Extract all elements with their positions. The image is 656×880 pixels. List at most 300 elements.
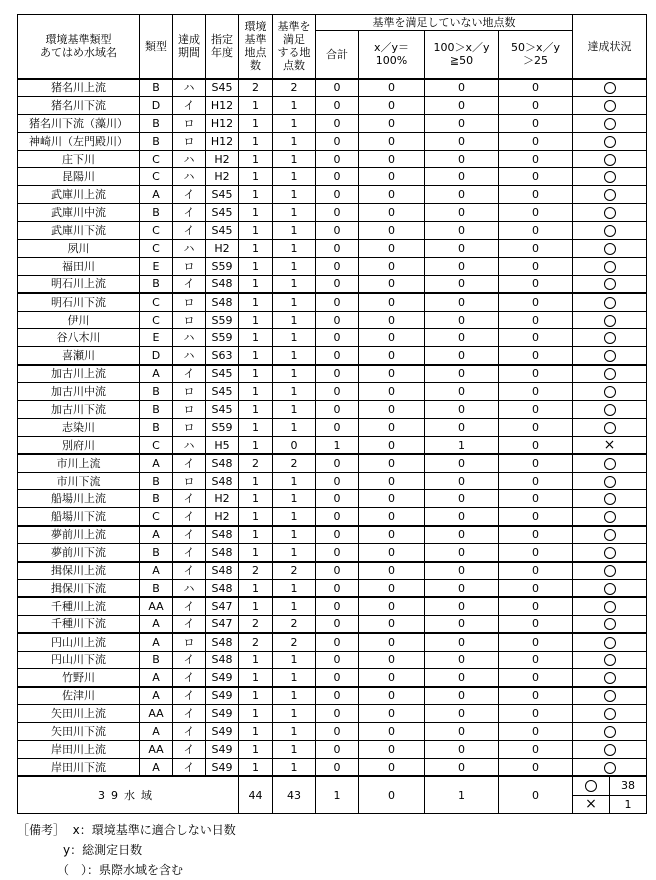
cell-ratio-100: 0	[359, 365, 425, 383]
cell-ratio-50: 0	[425, 544, 499, 562]
cell-period: ロ	[173, 114, 206, 132]
cell-type: C	[140, 168, 173, 186]
cell-type: E	[140, 257, 173, 275]
cell-status	[573, 168, 647, 186]
cell-ratio-50: 0	[425, 275, 499, 293]
cell-points: 1	[239, 257, 273, 275]
cell-status	[573, 436, 647, 454]
cell-type: A	[140, 758, 173, 776]
cell-ratio-100: 0	[359, 79, 425, 97]
cell-unmet-total: 0	[316, 240, 359, 258]
cell-met-points: 1	[273, 740, 316, 758]
cell-ratio-100: 0	[359, 293, 425, 311]
waterbody-name: 武庫川中流	[18, 204, 140, 222]
cell-period: イ	[173, 723, 206, 741]
circle-icon	[604, 368, 616, 380]
cell-year: S45	[206, 222, 239, 240]
cell-ratio-25: 0	[499, 579, 573, 597]
cell-unmet-total: 0	[316, 705, 359, 723]
cell-year: S48	[206, 651, 239, 669]
cell-type: B	[140, 579, 173, 597]
waterbody-name: 千種川下流	[18, 615, 140, 633]
cell-points: 2	[239, 615, 273, 633]
cell-unmet-total: 0	[316, 293, 359, 311]
cell-unmet-total: 0	[316, 132, 359, 150]
cell-ratio-25: 0	[499, 669, 573, 687]
cell-points: 1	[239, 723, 273, 741]
cell-year: S48	[206, 562, 239, 580]
cell-unmet-total: 0	[316, 168, 359, 186]
table-row	[18, 418, 647, 436]
cell-ratio-25: 0	[499, 168, 573, 186]
waterbody-name: 神崎川（左門殿川）	[18, 132, 140, 150]
cell-period: ロ	[173, 633, 206, 651]
waterbody-name: 明石川上流	[18, 275, 140, 293]
cell-unmet-total: 0	[316, 186, 359, 204]
cell-unmet-total: 0	[316, 651, 359, 669]
cell-ratio-25: 0	[499, 114, 573, 132]
cell-points: 2	[239, 79, 273, 97]
cell-status	[573, 669, 647, 687]
cell-ratio-25: 0	[499, 687, 573, 705]
header-status: 達成状況	[573, 15, 647, 79]
cell-year: S49	[206, 669, 239, 687]
cell-unmet-total: 0	[316, 275, 359, 293]
cell-type: A	[140, 723, 173, 741]
cell-type: B	[140, 79, 173, 97]
waterbody-name: 円山川上流	[18, 633, 140, 651]
circle-icon	[604, 672, 616, 684]
cell-period: イ	[173, 204, 206, 222]
table-row	[18, 311, 647, 329]
cell-ratio-50: 0	[425, 365, 499, 383]
table-row	[18, 687, 647, 705]
cell-points: 2	[239, 562, 273, 580]
cell-period: イ	[173, 222, 206, 240]
cell-ratio-50: 0	[425, 401, 499, 419]
cell-ratio-100: 0	[359, 615, 425, 633]
table-row	[18, 651, 647, 669]
cell-status	[573, 723, 647, 741]
cell-met-points: 1	[273, 347, 316, 365]
cell-period: ハ	[173, 79, 206, 97]
cell-type: C	[140, 436, 173, 454]
waterbody-name: 夢前川下流	[18, 544, 140, 562]
cell-ratio-100: 0	[359, 114, 425, 132]
header-type: 類型	[140, 15, 173, 79]
cell-status	[573, 472, 647, 490]
circle-icon	[604, 726, 616, 738]
circle-icon	[604, 637, 616, 649]
circle-icon	[604, 511, 616, 523]
cell-year: S48	[206, 633, 239, 651]
cell-type: B	[140, 401, 173, 419]
cell-ratio-25: 0	[499, 740, 573, 758]
waterbody-name: 福田川	[18, 257, 140, 275]
cell-met-points: 1	[273, 329, 316, 347]
cell-ratio-25: 0	[499, 365, 573, 383]
cell-unmet-total: 0	[316, 723, 359, 741]
cell-points: 1	[239, 347, 273, 365]
cell-year: S49	[206, 758, 239, 776]
cell-year: S48	[206, 454, 239, 472]
cell-met-points: 2	[273, 615, 316, 633]
cell-ratio-100: 0	[359, 204, 425, 222]
cell-ratio-100: 0	[359, 454, 425, 472]
cell-ratio-25: 0	[499, 705, 573, 723]
cell-ratio-50: 0	[425, 758, 499, 776]
cell-ratio-100: 0	[359, 544, 425, 562]
cell-ratio-25: 0	[499, 615, 573, 633]
header-ratio-25: 50＞x／y ＞25	[499, 31, 573, 79]
header-ratio-100: x／y＝ 100%	[359, 31, 425, 79]
circle-icon	[604, 422, 616, 434]
cell-met-points: 1	[273, 275, 316, 293]
cell-points: 1	[239, 150, 273, 168]
cell-period: イ	[173, 597, 206, 615]
cell-ratio-100: 0	[359, 96, 425, 114]
cell-year: S59	[206, 418, 239, 436]
cell-status	[573, 705, 647, 723]
waterbody-name: 谷八木川	[18, 329, 140, 347]
circle-icon	[604, 243, 616, 255]
cell-points: 1	[239, 365, 273, 383]
cell-met-points: 1	[273, 472, 316, 490]
cell-ratio-25: 0	[499, 275, 573, 293]
cell-unmet-total: 0	[316, 114, 359, 132]
cross-icon: ×	[585, 796, 597, 813]
cell-met-points: 2	[273, 562, 316, 580]
cell-ratio-50: 0	[425, 114, 499, 132]
cell-ratio-25: 0	[499, 329, 573, 347]
totals-status	[573, 776, 647, 813]
cell-year: H2	[206, 150, 239, 168]
cell-year: H12	[206, 114, 239, 132]
cell-points: 2	[239, 633, 273, 651]
cell-period: イ	[173, 508, 206, 526]
cell-period: イ	[173, 186, 206, 204]
cell-status	[573, 490, 647, 508]
cell-unmet-total: 0	[316, 758, 359, 776]
cell-ratio-25: 0	[499, 562, 573, 580]
cell-ratio-50: 0	[425, 150, 499, 168]
cell-met-points: 1	[273, 508, 316, 526]
table-row	[18, 132, 647, 150]
cell-points: 1	[239, 240, 273, 258]
status-summary	[573, 777, 646, 813]
cell-year: S45	[206, 79, 239, 97]
cell-period: ハ	[173, 436, 206, 454]
cell-status	[573, 240, 647, 258]
table-row	[18, 257, 647, 275]
cell-ratio-100: 0	[359, 758, 425, 776]
cell-unmet-total: 0	[316, 490, 359, 508]
cell-ratio-25: 0	[499, 508, 573, 526]
cell-unmet-total: 0	[316, 329, 359, 347]
cell-status	[573, 651, 647, 669]
circle-icon	[604, 690, 616, 702]
waterbody-name: 喜瀬川	[18, 347, 140, 365]
waterbody-name: 竹野川	[18, 669, 140, 687]
achieved-count: 38	[610, 777, 647, 795]
cell-ratio-25: 0	[499, 383, 573, 401]
waterbody-name: 伊川	[18, 311, 140, 329]
cell-ratio-100: 0	[359, 150, 425, 168]
cell-points: 1	[239, 436, 273, 454]
cell-ratio-100: 0	[359, 526, 425, 544]
cell-points: 1	[239, 132, 273, 150]
cell-ratio-25: 0	[499, 257, 573, 275]
cell-ratio-25: 0	[499, 723, 573, 741]
cell-year: S59	[206, 329, 239, 347]
cell-type: A	[140, 186, 173, 204]
waterbody-name: 千種川上流	[18, 597, 140, 615]
totals-points: 44	[239, 776, 273, 813]
cell-year: S45	[206, 365, 239, 383]
waterbody-name: 昆陽川	[18, 168, 140, 186]
totals-label: 39水域	[18, 776, 239, 813]
cell-points: 1	[239, 383, 273, 401]
cell-type: C	[140, 150, 173, 168]
cell-type: C	[140, 293, 173, 311]
cell-type: A	[140, 454, 173, 472]
cell-type: A	[140, 365, 173, 383]
cell-type: C	[140, 240, 173, 258]
cell-status	[573, 597, 647, 615]
cell-period: ハ	[173, 329, 206, 347]
circle-icon	[604, 386, 616, 398]
cell-ratio-50: 1	[425, 436, 499, 454]
cell-ratio-25: 0	[499, 597, 573, 615]
cell-type: B	[140, 651, 173, 669]
cell-year: S47	[206, 597, 239, 615]
cell-period: イ	[173, 544, 206, 562]
cell-points: 1	[239, 579, 273, 597]
waterbody-name: 船場川下流	[18, 508, 140, 526]
cell-points: 1	[239, 311, 273, 329]
cell-type: B	[140, 490, 173, 508]
circle-icon	[604, 207, 616, 219]
cell-status	[573, 79, 647, 97]
table-row	[18, 562, 647, 580]
cell-ratio-50: 0	[425, 204, 499, 222]
cell-ratio-50: 0	[425, 490, 499, 508]
cell-met-points: 1	[273, 526, 316, 544]
cell-ratio-50: 0	[425, 96, 499, 114]
cell-status	[573, 383, 647, 401]
cell-year: S45	[206, 186, 239, 204]
cell-year: S48	[206, 472, 239, 490]
cell-unmet-total: 0	[316, 204, 359, 222]
cell-type: D	[140, 96, 173, 114]
cell-year: H5	[206, 436, 239, 454]
cell-ratio-50: 0	[425, 79, 499, 97]
cell-period: ロ	[173, 401, 206, 419]
cell-year: S48	[206, 526, 239, 544]
cell-met-points: 1	[273, 186, 316, 204]
cell-type: AA	[140, 597, 173, 615]
cell-unmet-total: 0	[316, 740, 359, 758]
cell-ratio-25: 0	[499, 204, 573, 222]
cell-unmet-total: 0	[316, 687, 359, 705]
cell-status	[573, 633, 647, 651]
cell-type: A	[140, 669, 173, 687]
cell-type: C	[140, 311, 173, 329]
table-row	[18, 633, 647, 651]
cell-type: C	[140, 508, 173, 526]
waterbody-name: 猪名川下流	[18, 96, 140, 114]
cell-ratio-50: 0	[425, 222, 499, 240]
cell-met-points: 1	[273, 114, 316, 132]
waterbody-name: 武庫川下流	[18, 222, 140, 240]
table-row	[18, 401, 647, 419]
circle-icon	[604, 118, 616, 130]
cell-status	[573, 150, 647, 168]
cell-period: イ	[173, 490, 206, 508]
cell-met-points: 1	[273, 96, 316, 114]
cell-unmet-total: 0	[316, 365, 359, 383]
cell-status	[573, 257, 647, 275]
cell-status	[573, 418, 647, 436]
cell-ratio-100: 0	[359, 275, 425, 293]
cell-ratio-100: 0	[359, 347, 425, 365]
cell-met-points: 1	[273, 132, 316, 150]
table-row	[18, 275, 647, 293]
cell-year: H2	[206, 490, 239, 508]
waterbody-name: 岸田川上流	[18, 740, 140, 758]
cell-period: ロ	[173, 472, 206, 490]
cell-type: A	[140, 526, 173, 544]
cell-period: ロ	[173, 418, 206, 436]
cell-period: ハ	[173, 240, 206, 258]
cell-ratio-25: 0	[499, 651, 573, 669]
cell-met-points: 2	[273, 79, 316, 97]
cell-ratio-50: 0	[425, 705, 499, 723]
cell-ratio-100: 0	[359, 186, 425, 204]
cell-year: H2	[206, 508, 239, 526]
header-year: 指定 年度	[206, 15, 239, 79]
table-row	[18, 293, 647, 311]
cell-met-points: 1	[273, 240, 316, 258]
cell-status	[573, 687, 647, 705]
cell-status	[573, 204, 647, 222]
cell-ratio-100: 0	[359, 740, 425, 758]
cell-ratio-100: 0	[359, 508, 425, 526]
cell-ratio-100: 0	[359, 168, 425, 186]
cell-met-points: 1	[273, 669, 316, 687]
cell-met-points: 1	[273, 597, 316, 615]
cell-ratio-100: 0	[359, 329, 425, 347]
cell-status	[573, 401, 647, 419]
cell-met-points: 1	[273, 705, 316, 723]
cell-unmet-total: 0	[316, 96, 359, 114]
table-row	[18, 96, 647, 114]
cell-met-points: 2	[273, 633, 316, 651]
cell-unmet-total: 0	[316, 669, 359, 687]
waterbody-name: 市川下流	[18, 472, 140, 490]
cell-ratio-25: 0	[499, 544, 573, 562]
cell-met-points: 1	[273, 401, 316, 419]
cell-points: 1	[239, 114, 273, 132]
cell-ratio-100: 0	[359, 705, 425, 723]
cell-period: イ	[173, 740, 206, 758]
cell-ratio-50: 0	[425, 293, 499, 311]
cell-year: H12	[206, 132, 239, 150]
cell-ratio-50: 0	[425, 383, 499, 401]
table-row	[18, 186, 647, 204]
cell-ratio-100: 0	[359, 579, 425, 597]
cell-ratio-100: 0	[359, 490, 425, 508]
waterbody-name: 猪名川上流	[18, 79, 140, 97]
cell-status	[573, 114, 647, 132]
cell-year: S48	[206, 579, 239, 597]
cell-ratio-50: 0	[425, 633, 499, 651]
waterbody-name: 矢田川下流	[18, 723, 140, 741]
cell-met-points: 1	[273, 293, 316, 311]
cell-status	[573, 311, 647, 329]
cell-period: ロ	[173, 383, 206, 401]
cell-unmet-total: 0	[316, 418, 359, 436]
cell-points: 1	[239, 758, 273, 776]
cell-ratio-50: 0	[425, 472, 499, 490]
totals-r100: 0	[359, 776, 425, 813]
cell-period: イ	[173, 365, 206, 383]
circle-icon	[604, 744, 616, 756]
table-row	[18, 526, 647, 544]
cell-ratio-50: 0	[425, 651, 499, 669]
cell-period: イ	[173, 615, 206, 633]
table-row	[18, 222, 647, 240]
cell-ratio-50: 0	[425, 723, 499, 741]
cell-met-points: 1	[273, 651, 316, 669]
notes-label: ［備考］	[17, 823, 66, 837]
table-row	[18, 454, 647, 472]
cell-met-points: 1	[273, 365, 316, 383]
cell-period: イ	[173, 526, 206, 544]
cell-year: S47	[206, 615, 239, 633]
cell-year: S49	[206, 723, 239, 741]
waterbody-name: 志染川	[18, 418, 140, 436]
cell-period: ロ	[173, 132, 206, 150]
table-row	[18, 472, 647, 490]
cell-ratio-25: 0	[499, 633, 573, 651]
cell-ratio-100: 0	[359, 222, 425, 240]
waterbody-name: 夢前川上流	[18, 526, 140, 544]
cell-year: S59	[206, 257, 239, 275]
header-waterbody-name: 環境基準類型 あてはめ水域名	[18, 15, 140, 79]
cell-points: 1	[239, 508, 273, 526]
cell-met-points: 2	[273, 454, 316, 472]
cell-unmet-total: 0	[316, 579, 359, 597]
cell-status	[573, 275, 647, 293]
waterbody-name: 武庫川上流	[18, 186, 140, 204]
cell-status	[573, 615, 647, 633]
cell-period: イ	[173, 758, 206, 776]
cell-unmet-total: 0	[316, 597, 359, 615]
cell-ratio-100: 0	[359, 669, 425, 687]
cell-points: 1	[239, 418, 273, 436]
header-met-points: 基準を 満足 する地 点数	[273, 15, 316, 79]
waterbody-name: 揖保川上流	[18, 562, 140, 580]
cell-status	[573, 347, 647, 365]
cell-ratio-25: 0	[499, 526, 573, 544]
water-quality-table	[17, 14, 647, 814]
cell-ratio-50: 0	[425, 579, 499, 597]
cell-year: S49	[206, 740, 239, 758]
cell-points: 1	[239, 740, 273, 758]
circle-icon	[604, 171, 616, 183]
cell-points: 1	[239, 168, 273, 186]
